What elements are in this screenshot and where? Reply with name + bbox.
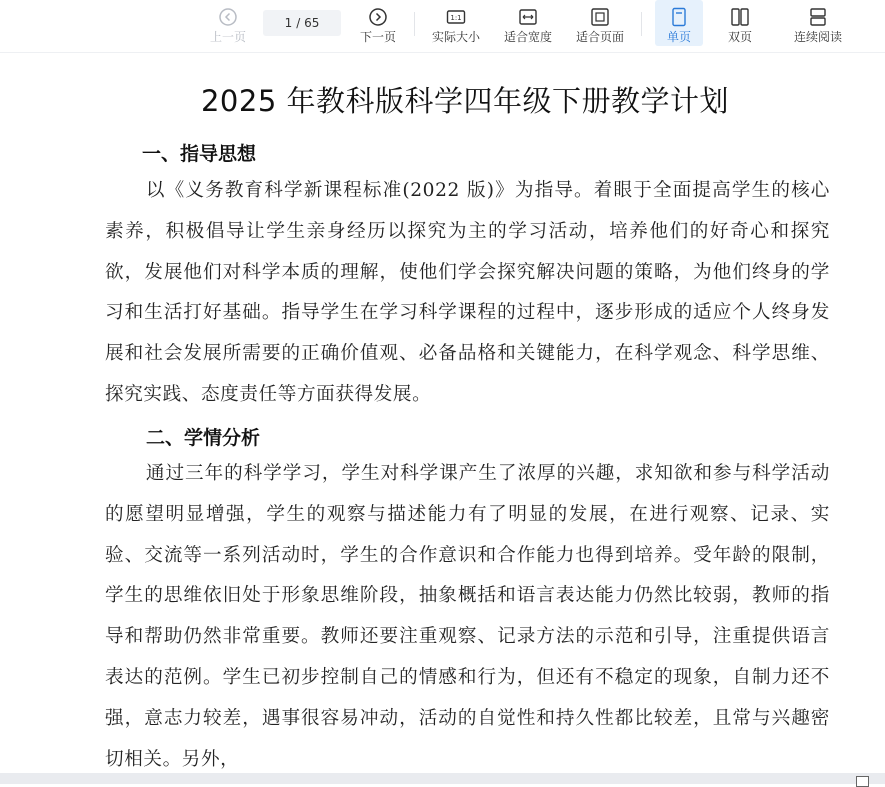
fit-page-button[interactable] [574, 4, 626, 48]
continuous-reading-label: 连续阅读 [793, 30, 842, 44]
chevron-right-circle-icon [368, 7, 388, 27]
continuous-reading-button[interactable] [792, 4, 844, 48]
page-thumbnail-icon[interactable] [856, 776, 869, 787]
chevron-left-circle-icon [218, 7, 238, 27]
actual-size-label: 实际大小 [431, 30, 480, 44]
current-page-number: 1 [284, 16, 293, 30]
fit-width-label: 适合宽度 [503, 30, 552, 44]
double-page-button[interactable] [720, 4, 760, 48]
horizontal-scrollbar[interactable] [0, 773, 885, 784]
prev-page-label: 上一页 [209, 30, 246, 44]
fit-width-icon [518, 7, 538, 27]
viewer-toolbar [0, 0, 885, 53]
actual-size-button[interactable] [430, 4, 482, 48]
next-page-label: 下一页 [359, 30, 396, 44]
next-page-button[interactable] [357, 4, 399, 48]
continuous-reading-icon [808, 7, 828, 27]
double-page-label: 双页 [727, 30, 752, 44]
single-page-icon [669, 7, 689, 27]
fit-width-button[interactable] [502, 4, 554, 48]
section-paragraph-student-analysis: 通过三年的科学学习，学生对科学课产生了浓厚的兴趣，求知欲和参与科学活动的愿望明显增强，学生的观察与描述能力有了明显的发展，在进行观察、记录、实验、交流等一系列活动时，学生的合作意识和合作能力也得到培养。受年龄的限制，学生的思维依旧处于形象思维阶段，抽象概括和语言表达能力仍然比较弱，教师的指导和帮助仍然非常重要。教师还要注重观察、记录方法的示范和引导，注重提供语言表达的范例。学生已初步控制自己的情感和行为，但还有不稳定的现象，自制力还不强，意志力较差，遇事很容易冲动，活动的自觉性和持久性都比较差，且常与兴趣密切相关。另外， [105, 463, 830, 770]
section-heading-student-analysis: 二、学情分析 [146, 427, 261, 449]
section-paragraph-guiding-thought: 以《义务教育科学新课程标准(2022 版)》为指导。着眼于全面提高学生的核心素养，积极倡导让学生亲身经历以探究为主的学习活动，培养他们的好奇心和探究欲，发展他们对科学本质的理解，使他们学会探究解决问题的策略，为他们终身的学习和生活打好基础。指导学生在学习科学课程的过程中，逐步形成的适应个人终身发展和社会发展所需要的正确价值观、必备品格和关键能力，在科学观念、科学思维、探究实践、态度责任等方面获得发展。 [105, 180, 830, 405]
toolbar-divider [414, 12, 415, 36]
prev-page-button[interactable] [207, 4, 249, 48]
document-title: 2025 年教科版科学四年级下册教学计划 [200, 84, 730, 118]
total-pages: / 65 [296, 16, 320, 30]
toolbar-divider [641, 12, 642, 36]
double-page-icon [730, 7, 750, 27]
fit-page-label: 适合页面 [575, 30, 624, 44]
actual-size-icon [446, 7, 466, 27]
document-page [0, 53, 885, 773]
single-page-button[interactable] [655, 0, 703, 46]
section-heading-guiding-thought: 一、指导思想 [142, 143, 257, 165]
fit-page-icon [590, 7, 610, 27]
page-number-input[interactable] [263, 10, 341, 36]
svg-text:1:1: 1:1 [450, 14, 462, 22]
single-page-label: 单页 [666, 30, 691, 44]
